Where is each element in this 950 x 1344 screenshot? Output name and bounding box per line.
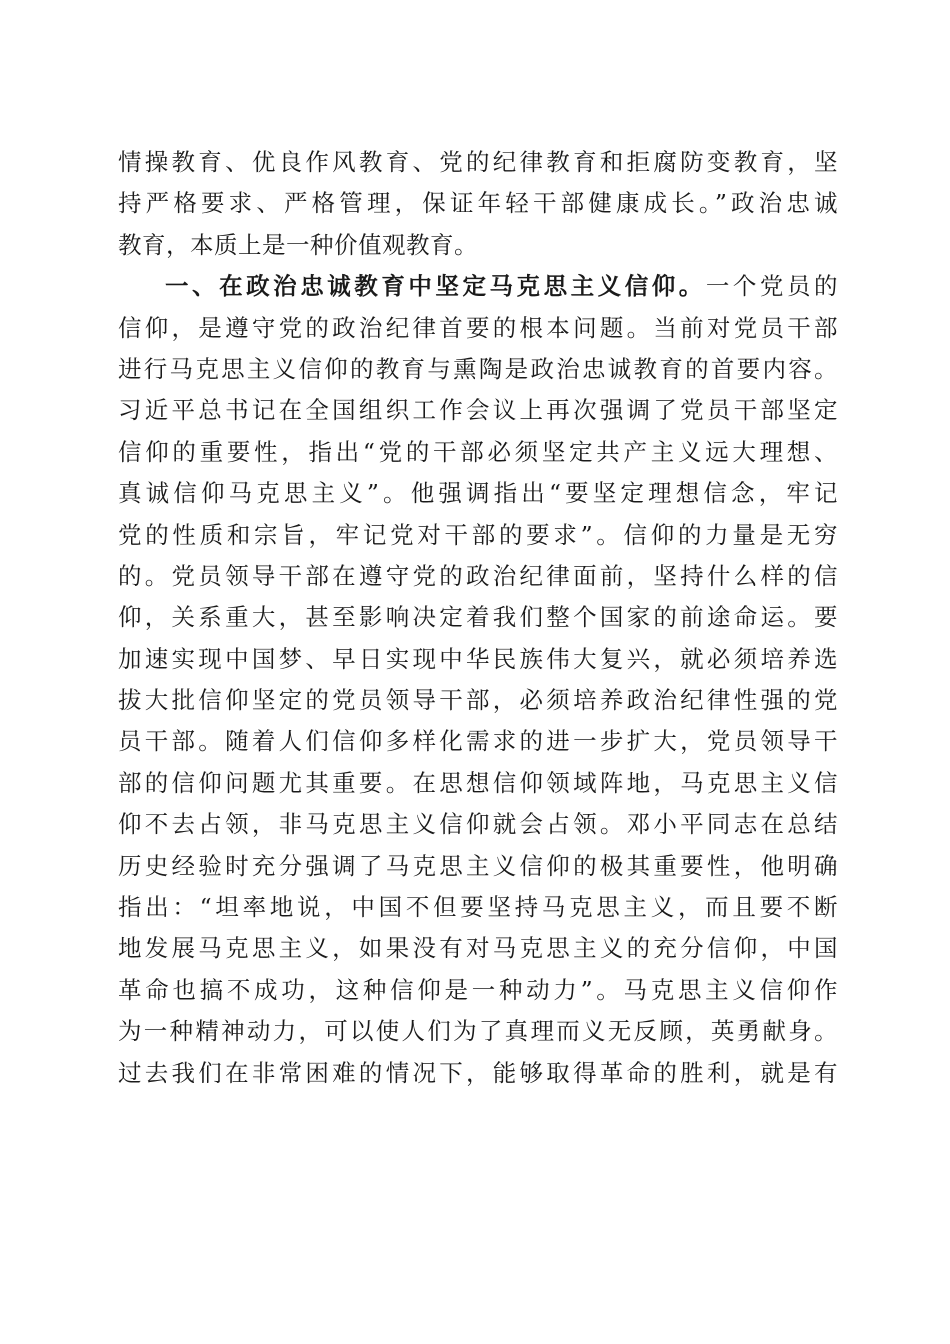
text-line: 指出：“坦率地说，中国不但要坚持马克思主义，而且要不断 [118, 893, 838, 922]
text-line: 仰不去占领，非马克思主义信仰就会占领。邓小平同志在总结 [118, 810, 838, 839]
text-line: 仰，关系重大，甚至影响决定着我们整个国家的前途命运。要 [118, 603, 838, 632]
text-line: 加速实现中国梦、早日实现中华民族伟大复兴，就必须培养选 [118, 644, 838, 673]
text-line: 革命也搞不成功，这种信仰是一种动力”。马克思主义信仰作 [118, 975, 838, 1004]
text-line: 情操教育、优良作风教育、党的纪律教育和拒腐防变教育，坚 [118, 148, 838, 176]
text-line: 历史经验时充分强调了马克思主义信仰的极其重要性，他明确 [118, 851, 838, 880]
text-line: 信仰的重要性，指出“党的干部必须坚定共产主义远大理想、 [118, 437, 838, 466]
text-line: 进行马克思主义信仰的教育与熏陶是政治忠诚教育的首要内容。 [118, 354, 838, 383]
text-line: 地发展马克思主义，如果没有对马克思主义的充分信仰，中国 [118, 934, 838, 963]
text-line: 部的信仰问题尤其重要。在思想信仰领域阵地，马克思主义信 [118, 768, 838, 797]
text-line [118, 266, 838, 307]
text-line: 为一种精神动力，可以使人们为了真理而义无反顾，英勇献身。 [118, 1017, 838, 1046]
text-line: 教育，本质上是一种价值观教育。 [118, 230, 478, 259]
text-line: 真诚信仰马克思主义”。他强调指出“要坚定理想信念，牢记 [118, 479, 838, 508]
text-line: 员干部。随着人们信仰多样化需求的进一步扩大，党员领导干 [118, 727, 838, 756]
paragraph-2 [118, 266, 838, 1094]
heading-line-rest: 一个党员的 [705, 272, 838, 301]
document-body [118, 142, 838, 1094]
text-line: 信仰，是遵守党的政治纪律首要的根本问题。当前对党员干部 [118, 313, 838, 342]
paragraph-1 [118, 142, 838, 266]
text-line: 习近平总书记在全国组织工作会议上再次强调了党员干部坚定 [118, 396, 838, 425]
text-line: 的。党员领导干部在遵守党的政治纪律面前，坚持什么样的信 [118, 561, 838, 590]
text-line: 党的性质和宗旨，牢记党对干部的要求”。信仰的力量是无穷 [118, 520, 838, 549]
text-line: 持严格要求、严格管理，保证年轻干部健康成长。”政治忠诚 [118, 189, 838, 218]
section-heading: 一、在政治忠诚教育中坚定马克思主义信仰。 [165, 272, 706, 301]
text-line: 过去我们在非常困难的情况下，能够取得革命的胜利，就是有 [118, 1058, 838, 1087]
text-line: 拔大批信仰坚定的党员领导干部，必须培养政治纪律性强的党 [118, 686, 838, 715]
